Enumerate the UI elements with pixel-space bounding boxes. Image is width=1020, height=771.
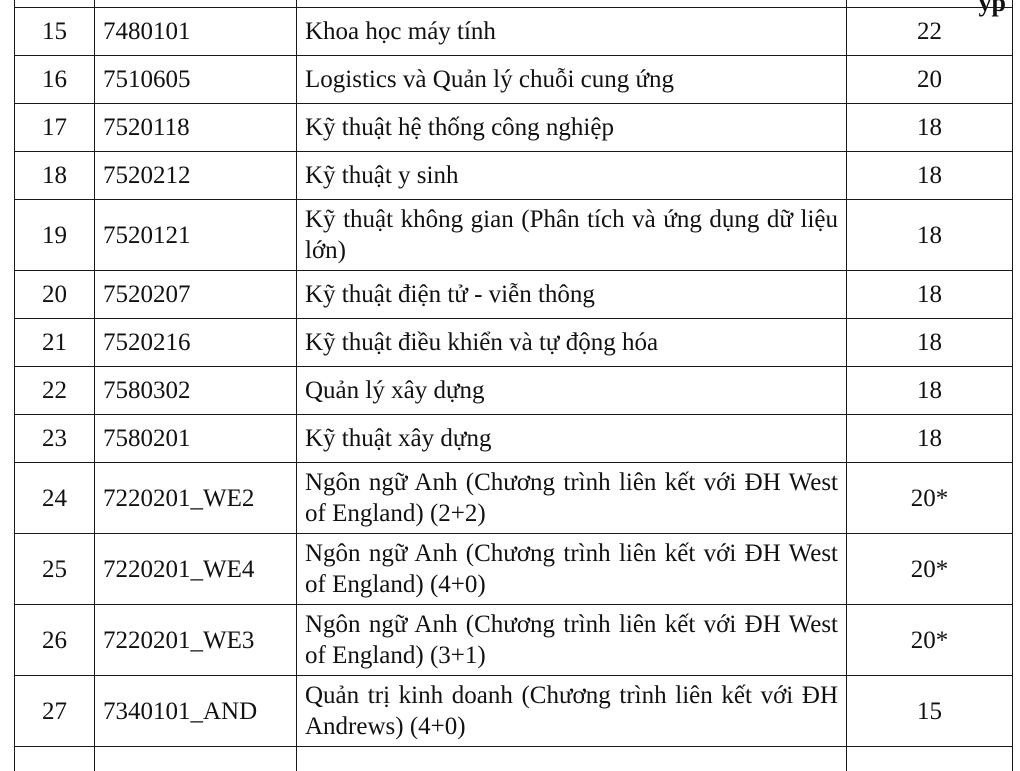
table-row bbox=[15, 676, 1013, 747]
table-row bbox=[15, 605, 1013, 676]
cell-program-code: 7510605 bbox=[95, 56, 297, 104]
table-row bbox=[15, 56, 1013, 104]
table-row bbox=[15, 8, 1013, 56]
cell-score: 20 bbox=[847, 56, 1013, 104]
cell-stt: 16 bbox=[15, 56, 95, 104]
cell-program-code: 7340101_AND bbox=[95, 676, 297, 747]
cell-score: 18 bbox=[847, 415, 1013, 463]
cell-program-code: 7480101 bbox=[95, 8, 297, 56]
cell-program-name: Kỹ thuật điều khiển và tự động hóa bbox=[297, 319, 847, 367]
cell-score: 18 bbox=[847, 200, 1013, 271]
cell-program-name: Ngôn ngữ Anh (Chương trình liên kết với ĐH West of England) (3+1) bbox=[297, 605, 847, 676]
cell-score: 18 bbox=[847, 271, 1013, 319]
table-row bbox=[15, 319, 1013, 367]
cell-program-name: Kỹ thuật không gian (Phân tích và ứng dụng dữ liệu lớn) bbox=[297, 200, 847, 271]
cell-program-code: 7520121 bbox=[95, 200, 297, 271]
table-row-partial-bottom bbox=[15, 747, 1013, 771]
cell-empty bbox=[297, 0, 847, 8]
cell-program-code: 7580302 bbox=[95, 367, 297, 415]
cell-empty bbox=[847, 747, 1013, 771]
cell-stt: 21 bbox=[15, 319, 95, 367]
cell-score: 22 bbox=[847, 8, 1013, 56]
cell-score: 20* bbox=[847, 605, 1013, 676]
table-row bbox=[15, 463, 1013, 534]
cell-program-name: Kỹ thuật xây dựng bbox=[297, 415, 847, 463]
cell-program-name: Quản lý xây dựng bbox=[297, 367, 847, 415]
cell-program-name: Ngôn ngữ Anh (Chương trình liên kết với ĐH West of England) (4+0) bbox=[297, 534, 847, 605]
admission-score-table bbox=[14, 0, 1013, 771]
cell-program-name: Quản trị kinh doanh (Chương trình liên kết với ĐH Andrews) (4+0) bbox=[297, 676, 847, 747]
cell-program-name: Kỹ thuật y sinh bbox=[297, 152, 847, 200]
cell-score: 20* bbox=[847, 534, 1013, 605]
table-body bbox=[15, 0, 1013, 771]
table-row bbox=[15, 104, 1013, 152]
table-row bbox=[15, 415, 1013, 463]
cell-program-code: 7220201_WE2 bbox=[95, 463, 297, 534]
cell-empty bbox=[15, 747, 95, 771]
cell-stt: 27 bbox=[15, 676, 95, 747]
cell-program-code: 7220201_WE4 bbox=[95, 534, 297, 605]
cell-score: 18 bbox=[847, 319, 1013, 367]
cell-program-name: Ngôn ngữ Anh (Chương trình liên kết với ĐH West of England) (2+2) bbox=[297, 463, 847, 534]
header-fragment-text: yp bbox=[978, 0, 1006, 17]
cell-program-code: 7520216 bbox=[95, 319, 297, 367]
cell-program-code: 7520118 bbox=[95, 104, 297, 152]
cell-empty bbox=[15, 0, 95, 8]
cell-stt: 26 bbox=[15, 605, 95, 676]
cell-program-name: Logistics và Quản lý chuỗi cung ứng bbox=[297, 56, 847, 104]
cell-stt: 22 bbox=[15, 367, 95, 415]
table-row bbox=[15, 152, 1013, 200]
cell-score: 18 bbox=[847, 367, 1013, 415]
cell-stt: 24 bbox=[15, 463, 95, 534]
table-row-partial-top bbox=[15, 0, 1013, 8]
cell-stt: 25 bbox=[15, 534, 95, 605]
cell-empty bbox=[95, 747, 297, 771]
cell-stt: 19 bbox=[15, 200, 95, 271]
table-row bbox=[15, 367, 1013, 415]
cell-program-code: 7520212 bbox=[95, 152, 297, 200]
cell-empty bbox=[95, 0, 297, 8]
cell-program-code: 7520207 bbox=[95, 271, 297, 319]
cell-program-code: 7220201_WE3 bbox=[95, 605, 297, 676]
cell-empty bbox=[297, 747, 847, 771]
cell-program-code: 7580201 bbox=[95, 415, 297, 463]
table-row bbox=[15, 200, 1013, 271]
cell-score: 18 bbox=[847, 104, 1013, 152]
cell-program-name: Kỹ thuật hệ thống công nghiệp bbox=[297, 104, 847, 152]
table-row bbox=[15, 271, 1013, 319]
cell-stt: 15 bbox=[15, 8, 95, 56]
cell-score: 18 bbox=[847, 152, 1013, 200]
cell-stt: 18 bbox=[15, 152, 95, 200]
cell-score: 20* bbox=[847, 463, 1013, 534]
cell-program-name: Kỹ thuật điện tử - viễn thông bbox=[297, 271, 847, 319]
table-row bbox=[15, 534, 1013, 605]
cell-empty bbox=[847, 0, 1013, 8]
cell-score: 15 bbox=[847, 676, 1013, 747]
cell-stt: 17 bbox=[15, 104, 95, 152]
cell-stt: 20 bbox=[15, 271, 95, 319]
cell-stt: 23 bbox=[15, 415, 95, 463]
cell-program-name: Khoa học máy tính bbox=[297, 8, 847, 56]
